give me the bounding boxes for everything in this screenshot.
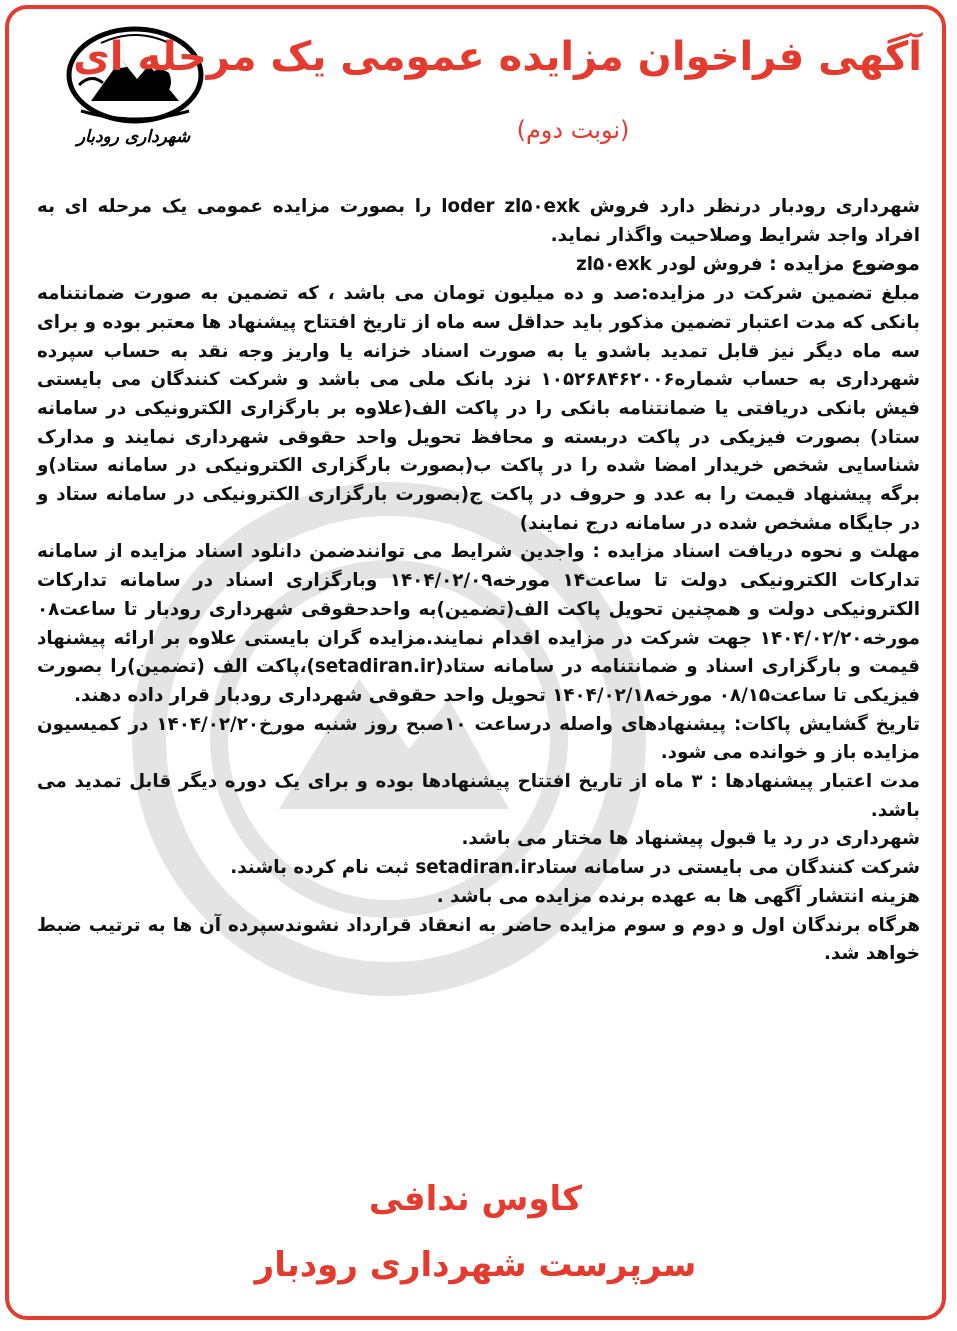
guarantee-paragraph: مبلغ تضمین شرکت در مزایده:صد و ده میلیون تومان می باشد ، که تضمین به صورت ضمانتنامه بانکی که مدت اعتبار تضمین مذکور باید حداقل سه ماه از تاریخ افتتاح پیشنهاد ها معتبر بوده و برای سه ماه دیگر نیز قابل تمدید باشدو یا به صورت اسناد خزانه یا واریز وجه نقد به حساب سپرده شهرداری به حساب شماره۱۰۵۲۶۸۴۶۲۰۰۶ نزد بانک ملی می باشد و شرکت کنندگان می بایستی فیش بانکی دریافتی یا ضمانتنامه بانکی را در پاکت الف(علاوه بر بارگزاری الکترونیکی در سامانه ستاد) بصورت فیزیکی در پاکت دربسته و محافظ تحویل واحد حقوقی شهرداری نمایند و مدارک شناسایی شخص خریدار امضا شده را در پاکت ب(بصورت بارگزاری الکترونیکی در سامانه ستاد)و برگه پیشنهاد قیمت را به عدد و حروف در پاکت ج(بصورت بارگزاری الکترونیکی در سامانه ستاد و در جایگاه مشخص شده در سامانه درج نمایند)	[37, 283, 920, 534]
notice-title: آگهی فراخوان مزایده عمومی یک مرحله ای	[73, 34, 922, 80]
logo-caption: شهرداری رودبار	[76, 127, 191, 147]
deadline-paragraph: مهلت و نحوه دریافت اسناد مزایده : واجدین شرایط می توانندضمن دانلود اسناد مزایده از سامانه تدارکات الکترونیکی دولت تا ساعت۱۴ مورخه۱۴۰۴/۰۲/۰۹ وبارگزاری اسناد در سامانه تدارکات الکترونیکی دولت و همچنین تحویل پاکت الف(تضمین)به واحدحقوقی شهرداری رودبار تا ساعت۰۸ مورخه۱۴۰۴/۰۲/۲۰ جهت شرکت در مزایده اقدام نمایند.مزایده گران بایستی علاوه بر ارائه پیشنهاد قیمت و بارگزاری اسناد و ضمانتنامه در سامانه ستاد(setadiran.ir)،پاکت الف (تضمین)را بصورت فیزیکی تا ساعت۰۸/۱۵ مورخه۱۴۰۴/۰۲/۱۸ تحویل واحد حقوقی شهرداری رودبار قرار داده دهند.	[37, 541, 920, 706]
signatory-name: کاوس ندافی	[368, 1179, 583, 1219]
subject-paragraph	[37, 250, 920, 280]
subject-value: فروش لودر zl۵۰exk	[576, 254, 763, 276]
registration-paragraph: شرکت کنندگان می بایستی در سامانه ستادsetadiran.ir ثبت نام کرده باشند.	[230, 857, 920, 879]
intro-paragraph: شهرداری رودبار درنظر دارد فروش loder zl۵۰exk را بصورت مزایده عمومی یک مرحله ای به افراد واجد شرایط وصلاحیت واگذار نماید.	[37, 196, 920, 246]
costs-paragraph: هزینه انتشار آگهی ها به عهده برنده مزایده می باشد .	[436, 885, 920, 907]
signature-block	[9, 1169, 942, 1295]
notice-frame	[5, 5, 946, 1320]
signatory-title: سرپرست شهرداری رودبار	[254, 1245, 697, 1285]
opening-paragraph: تاریخ گشایش پاکات: پیشنهادهای واصله درساعت ۱۰صبح روز شنبه مورخ۱۴۰۴/۰۲/۲۰ در کمیسیون مزایده باز و خوانده می شود.	[37, 713, 920, 764]
subject-label: موضوع مزایده :	[768, 252, 920, 276]
forfeit-paragraph: هرگاه برندگان اول و دوم و سوم مزایده حاضر به انعقاد قرارداد نشوندسپرده آن ها به ترتیب ضبط خواهد شد.	[37, 914, 920, 965]
notice-body	[37, 193, 920, 969]
notice-round: (نوبت دوم)	[516, 116, 630, 144]
rights-paragraph: شهرداری در رد یا قبول پیشنهاد ها مختار می باشد.	[461, 828, 920, 850]
validity-paragraph: مدت اعتبار پیشنهادها : ۳ ماه از تاریخ افتتاح پیشنهادها بوده و برای یک دوره دیگر قابل تمدید می باشد.	[37, 771, 920, 821]
